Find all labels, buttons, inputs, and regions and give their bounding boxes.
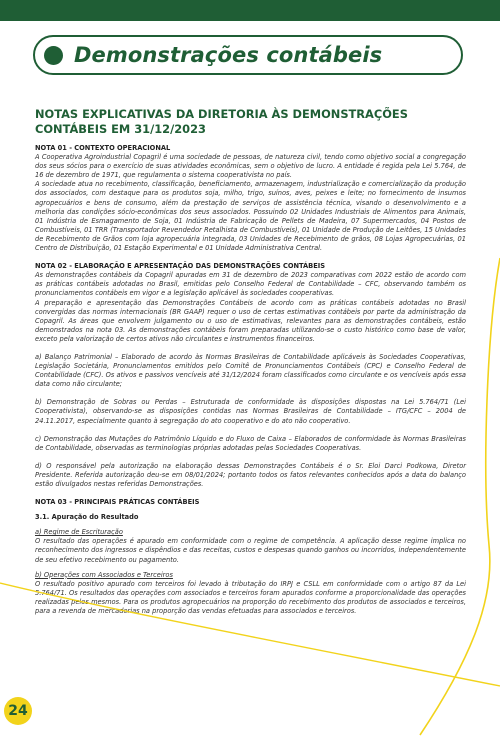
note-01-paragraph-1: A Cooperativa Agroindustrial Copagril é uma sociedade de pessoas, de natureza civil, tendo como objetivo social a congregação dos seus sócios para o exercício de suas atividades econômicas, sem o objetivo de lucro. A entidade é regida pela Lei 5.764, de 16 de dezembro de 1971, que regulamenta o sistema cooperativista no país. bbox=[35, 153, 466, 180]
note-01-title: NOTA 01 - CONTEXTO OPERACIONAL bbox=[35, 144, 171, 152]
section-3-1-title: 3.1. Apuração do Resultado bbox=[35, 513, 139, 522]
note-02-title: NOTA 02 - ELABORAÇÃO E APRESENTAÇÃO DAS DEMONSTRAÇÕES CONTÁBEIS bbox=[35, 262, 326, 271]
notes-body bbox=[35, 144, 466, 616]
note-02-item-c: c) Demonstração das Mutações do Patrimônio Líquido e do Fluxo de Caixa – Elaborados de conformidade às Normas Brasileiras de Contabilidade, observadas as terminologias próprias adotadas pelas Sociedades Cooperativas. bbox=[35, 434, 466, 452]
operacoes-title: b) Operações com Associados e Terceiros bbox=[35, 570, 173, 579]
note-02-paragraph-1: As demonstrações contábeis da Copagril apuradas em 31 de dezembro de 2023 comparativas com 2022 estão de acordo com as práticas contábeis adotadas no Brasil, emitidas pelo Conselho Federal de Contabilidade – CFC, observando também os pronunciamentos contábeis em vigor e a legislação aplicável às sociedades cooperativas. bbox=[35, 271, 466, 298]
note-02-paragraph-2: A preparação e apresentação das Demonstrações Contábeis de acordo com as práticas contábeis adotadas no Brasil convergidas das normas internacionais (BR GAAP) requer o uso de certas estimativas contábeis por parte da administração da Copagril. As áreas que envolvem julgamento ou o uso de estimativas, relevantes para as demonstrações contábeis, estão demonstrados na nota 03. As demonstrações contábeis foram preparadas utilizando-se o custo histórico como base de valor, exceto pela valorização de certos ativos não circulantes e instrumentos financeiros. bbox=[35, 298, 466, 343]
note-02-item-b: b) Demonstração de Sobras ou Perdas – Estruturada de conformidade às disposições dispostas na Lei 5.764/71 (Lei Cooperativista), observando-se as disposições contidas nas Normas Brasileiras de Contabilidade – ITG/CFC – 2004 de 24.11.2017, especialmente quanto à segregação do ato cooperativo e do ato não cooperativo. bbox=[35, 398, 466, 425]
page-heading: NOTAS EXPLICATIVAS DA DIRETORIA ÀS DEMONSTRAÇÕES CONTÁBEIS EM 31/12/2023 bbox=[35, 107, 408, 136]
note-01-paragraph-2: A sociedade atua no recebimento, classificação, beneficiamento, armazenagem, industrialização e comercialização da produção dos associados, com destaque para os produtos soja, milho, trigo, suínos, aves, peixes e leite; no fornecimento de insumos agropecuários e bens de consumo, além da prestação de serviços de assistência técnica, visando o desenvolvimento e a melhoria das condições sócio-econômicas dos seus associados. Possuindo 02 Unidades Industriais de Alimentos para Animais, 01 Indústria de Esmagamento de Soja, 01 Indústria de Fabricação de Pellets de Madeira, 07 Supermercados, 04 Postos de Combustíveis, 01 TRR (Transportador Revendedor Retalhista de Combustíveis), 01 Unidade de Produção de Leitões, 15 Unidades de Recebimento de Grãos com loja agropecuária integrada, 03 Unidades de Recebimento de grãos, 08 Lojas Agropecuárias, 01 Centro de Distribuição, 01 Estação Experimental e 01 Unidade Administrativa Central. bbox=[35, 180, 466, 253]
page-number-badge: 24 bbox=[4, 697, 32, 725]
section-header bbox=[33, 35, 463, 75]
operacoes-text: O resultado positivo apurado com terceiros foi levado à tributação do IRPJ e CSLL em conformidade com o artigo 87 da Lei 5.764/71. Os resultados das operações com associados e terceiros foram apurados conforme a proporcionalidade das operações realizadas pelos mesmos. Para os produtos agropecuários na proporção do recebimento dos produtos de associados e terceiros, para a revenda de mercadorias na proporção das vendas efetuadas para associados e terceiros. bbox=[35, 579, 466, 616]
regime-escrituracao-title: a) Regime de Escrituração bbox=[35, 528, 123, 537]
note-02-item-d: d) O responsável pela autorização na elaboração dessas Demonstrações Contábeis é o Sr. Eloi Darci Podkowa, Diretor Presidente. Referida autorização deu-se em 08/01/2024; portanto todos os fatos relevantes conhecidos após a data do balanço estão divulgados nestas referidas Demonstrações. bbox=[35, 461, 466, 488]
regime-escrituracao-text: O resultado das operações é apurado em conformidade com o regime de competência. A aplicação desse regime implica no reconhecimento dos ingressos e dispêndios e das receitas, custos e despesas quando ganhos ou incorridos, independentemente de seu efetivo recebimento ou pagamento. bbox=[35, 537, 466, 564]
top-green-band bbox=[0, 0, 500, 21]
section-title: Demonstrações contábeis bbox=[74, 43, 383, 67]
note-02-item-a: a) Balanço Patrimonial – Elaborado de acordo às Normas Brasileiras de Contabilidade aplicáveis às Sociedades Cooperativas, Legislação Societária, Pronunciamentos emitidos pelo Comitê de Pronunciamentos Contábeis (CPC) e Conselho Federal de Contabilidade (CFC). Os ativos e passivos vencíveis até 31/12/2024 foram classificados como circulante e os vencíveis após essa data como não circulante; bbox=[35, 352, 466, 389]
header-dot-icon bbox=[44, 46, 63, 65]
note-03-title: NOTA 03 - PRINCIPAIS PRÁTICAS CONTÁBEIS bbox=[35, 498, 200, 507]
